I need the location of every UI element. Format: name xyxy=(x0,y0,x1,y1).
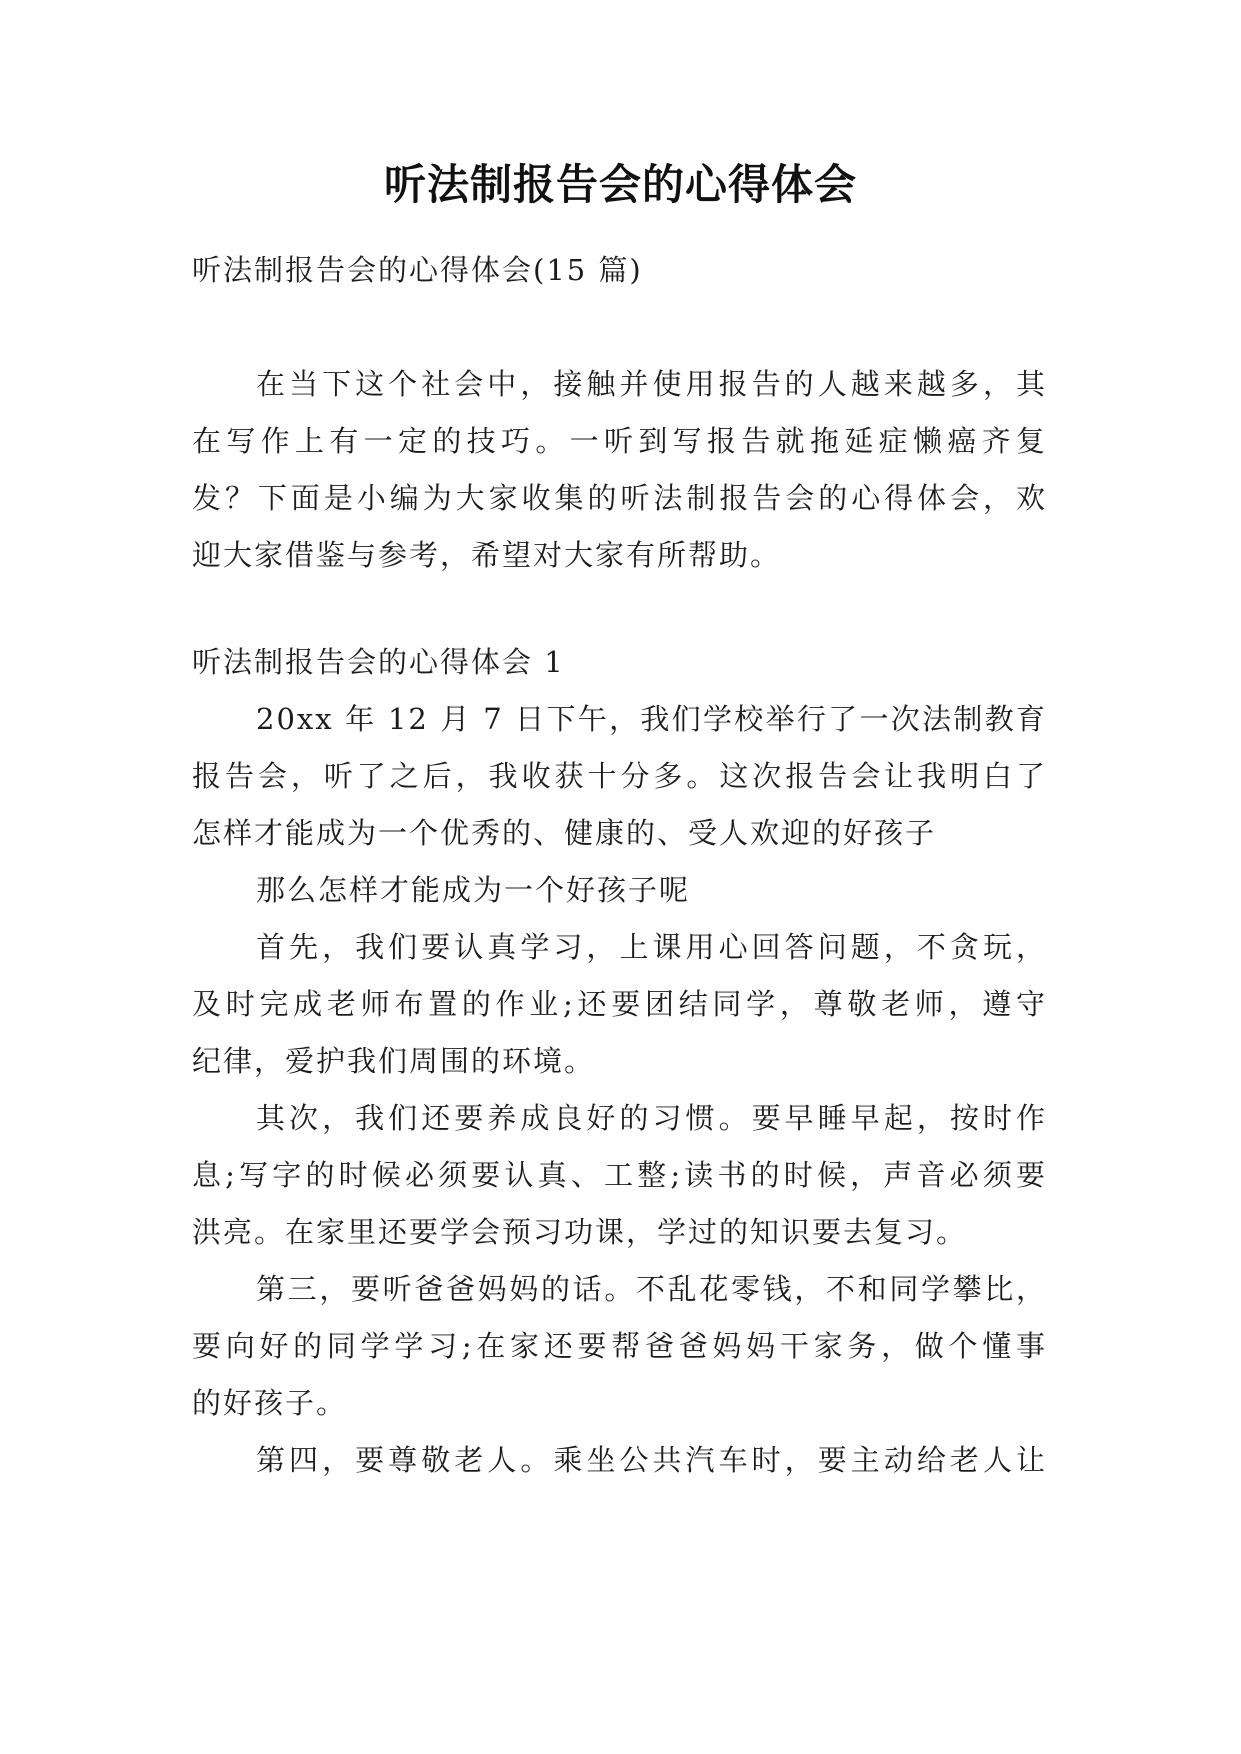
intro-line: 在写作上有一定的技巧。一听到写报告就拖延症懒癌齐复 xyxy=(192,424,1047,458)
body-line: 洪亮。在家里还要学会预习功课，学过的知识要去复习。 xyxy=(192,1215,968,1249)
body-line: 报告会，听了之后，我收获十分多。这次报告会让我明白了 xyxy=(192,759,1047,793)
document-title: 听法制报告会的心得体会 xyxy=(383,160,857,209)
body-line: 要向好的同学学习;在家还要帮爸爸妈妈干家务，做个懂事 xyxy=(192,1329,1047,1363)
intro-line: 发？下面是小编为大家收集的听法制报告会的心得体会，欢 xyxy=(192,481,1047,515)
body-line: 怎样才能成为一个优秀的、健康的、受人欢迎的好孩子 xyxy=(192,816,937,850)
body-line: 第三，要听爸爸妈妈的话。不乱花零钱，不和同学攀比， xyxy=(256,1272,1047,1306)
body-line: 的好孩子。 xyxy=(192,1386,348,1420)
section-heading: 听法制报告会的心得体会 1 xyxy=(192,645,565,679)
body-line: 第四，要尊敬老人。乘坐公共汽车时，要主动给老人让 xyxy=(256,1443,1047,1477)
body-line: 20xx 年 12 月 7 日下午，我们学校举行了一次法制教育 xyxy=(256,702,1047,736)
body-line: 首先，我们要认真学习，上课用心回答问题，不贪玩， xyxy=(256,930,1047,964)
body-line: 息;写字的时候必须要认真、工整;读书的时候，声音必须要 xyxy=(192,1158,1047,1192)
body-line: 纪律，爱护我们周围的环境。 xyxy=(192,1044,596,1078)
document-subtitle: 听法制报告会的心得体会(15 篇) xyxy=(192,253,643,287)
intro-line: 迎大家借鉴与参考，希望对大家有所帮助。 xyxy=(192,538,782,572)
body-line: 那么怎样才能成为一个好孩子呢 xyxy=(256,873,691,907)
body-line: 其次，我们还要养成良好的习惯。要早睡早起，按时作 xyxy=(256,1101,1047,1135)
body-line: 及时完成老师布置的作业;还要团结同学，尊敬老师，遵守 xyxy=(192,987,1047,1021)
intro-line: 在当下这个社会中，接触并使用报告的人越来越多，其 xyxy=(256,367,1047,401)
